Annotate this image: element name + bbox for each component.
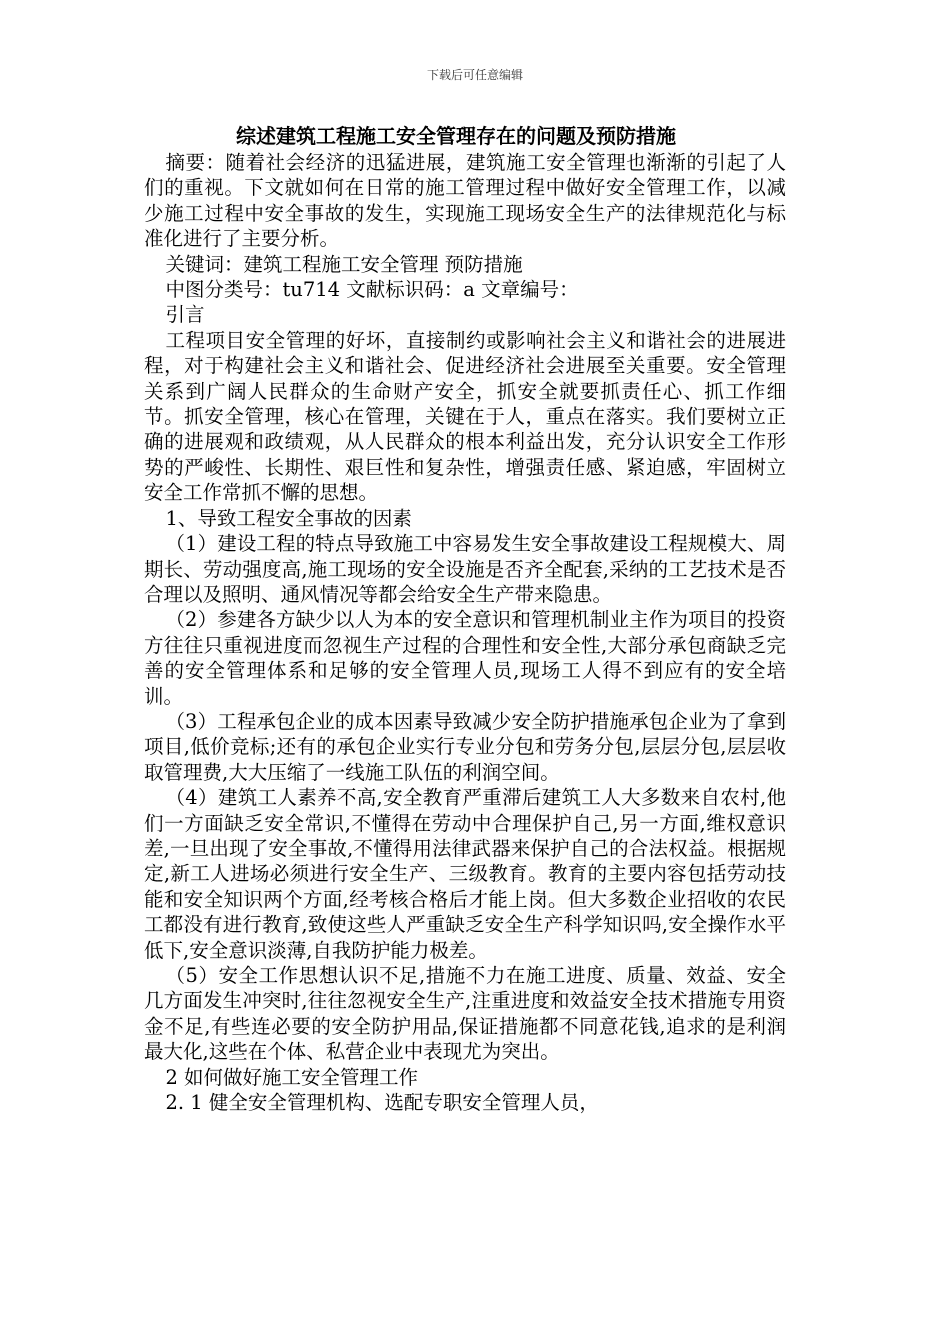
section-heading-intro: 引言 xyxy=(165,303,205,327)
section-heading-1: 1、导致工程安全事故的因素 xyxy=(165,506,412,530)
factor-paragraph-2: （2）参建各方缺少以人为本的安全意识和管理机制业主作为项目的投资方往往只重视进度而忽视生产过程的合理性和安全性,大部分承包商缺乏完善的安全管理体系和足够的安全管理人员,现场工人得不到应有的安全培训。 xyxy=(144,608,786,708)
keywords-line: 关键词：建筑工程施工安全管理 预防措施 xyxy=(165,252,523,276)
factor-paragraph-3: （3）工程承包企业的成本因素导致减少安全防护措施承包企业为了拿到项目,低价竞标;还有的承包企业实行专业分包和劳务分包,层层分包,层层收取管理费,大大压缩了一线施工队伍的利润空间。 xyxy=(144,709,786,784)
document-title: 综述建筑工程施工安全管理存在的问题及预防措施 xyxy=(236,124,676,148)
classification-line: 中图分类号：tu714 文献标识码：a 文章编号： xyxy=(165,278,579,302)
header-note: 下载后可任意编辑 xyxy=(426,68,523,82)
factor-paragraph-4: （4）建筑工人素养不高,安全教育严重滞后建筑工人大多数来自农村,他们一方面缺乏安全常识,不懂得在劳动中合理保护自己,另一方面,维权意识差,一旦出现了安全事故,不懂得用法律武器来保护自己的合法权益。根据规定,新工人进场必须进行安全生产、三级教育。教育的主要内容包括劳动技能和安全知识两个方面,经考核合格后才能上岗。但大多数企业招收的农民工都没有进行教育,致使这些人严重缺乏安全生产科学知识吗,安全操作水平低下,安全意识淡薄,自我防护能力极差。 xyxy=(144,786,786,962)
subsection-heading-2-1: 2. 1 健全安全管理机构、选配专职安全管理人员， xyxy=(165,1091,599,1115)
intro-paragraph: 工程项目安全管理的好坏，直接制约或影响社会主义和谐社会的进展进程，对于构建社会主义和谐社会、促进经济社会进展至关重要。安全管理关系到广阔人民群众的生命财产安全，抓安全就要抓责任心、抓工作细节。抓安全管理，核心在管理，关键在于人，重点在落实。我们要树立正确的进展观和政绩观，从人民群众的根本利益出发，充分认识安全工作形势的严峻性、长期性、艰巨性和复杂性，增强责任感、紧迫感，牢固树立安全工作常抓不懈的思想。 xyxy=(144,328,786,505)
section-heading-2: 2 如何做好施工安全管理工作 xyxy=(165,1065,419,1089)
document-body xyxy=(144,122,786,1115)
abstract-paragraph: 摘要：随着社会经济的迅猛进展，建筑施工安全管理也渐渐的引起了人们的重视。下文就如何在日常的施工管理过程中做好安全管理工作，以减少施工过程中安全事故的发生，实现施工现场安全生产的法律规范化与标准化进行了主要分析。 xyxy=(144,151,786,251)
factor-paragraph-1: （1）建设工程的特点导致施工中容易发生安全事故建设工程规模大、周期长、劳动强度高,施工现场的安全设施是否齐全配套,采纳的工艺技术是否合理以及照明、通风情况等都会给安全生产带来隐患。 xyxy=(144,532,786,606)
factor-paragraph-5: （5）安全工作思想认识不足,措施不力在施工进度、质量、效益、安全几方面发生冲突时,往往忽视安全生产,注重进度和效益安全技术措施专用资金不足,有些连必要的安全防护用品,保证措施都不同意花钱,追求的是利润最大化,这些在个体、私营企业中表现尤为突出。 xyxy=(144,964,786,1064)
